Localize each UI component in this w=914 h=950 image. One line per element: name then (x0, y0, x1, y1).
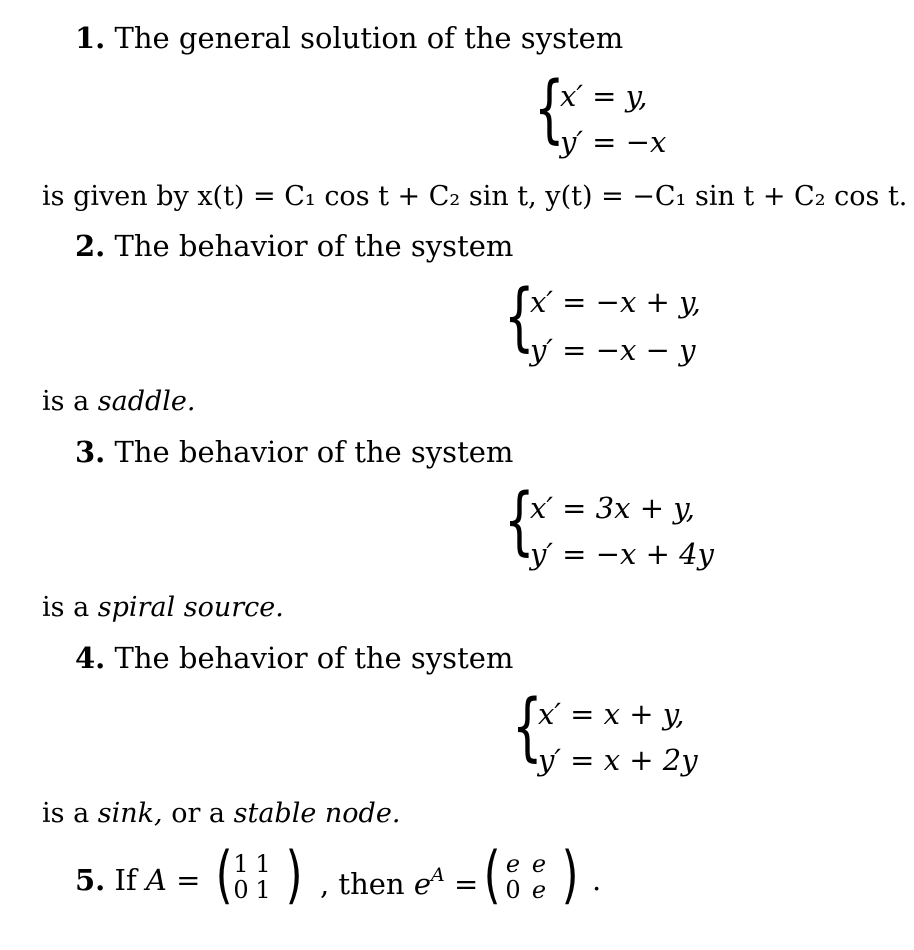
problem-3-conclusion-term: spiral source. (97, 592, 284, 623)
problem-1-conclusion: is given by x(t) = C₁ cos t + C₂ sin t, y(t) = −C₁ sin t + C₂ cos t. (42, 181, 908, 212)
problem-2-conclusion-term: saddle. (97, 386, 196, 417)
problem-3-conclusion (42, 594, 284, 621)
problem-3-eq1: x′ = 3x + y, (530, 491, 695, 525)
problem-5-then: , then (320, 867, 405, 901)
problem-4-conclusion-term2: stable node. (233, 798, 401, 829)
problem-3-brace: { (504, 478, 535, 564)
problem-2-brace: { (504, 274, 535, 360)
problem-3-eq2: y′ = −x + 4y (530, 537, 714, 571)
problem-3-intro: The behavior of the system (114, 435, 514, 469)
matrix-a-cell: 1 (233, 850, 249, 878)
problem-4-intro: The behavior of the system (114, 641, 514, 675)
problem-1-heading (75, 21, 624, 55)
problem-1-eq2: y′ = −x (560, 125, 667, 159)
problem-2-eq2: y′ = −x − y (530, 333, 696, 367)
matrix-a-cell: 1 (255, 850, 271, 878)
matrix-ea (500, 852, 552, 902)
problem-1-eq1: x′ = y, (560, 79, 648, 113)
problem-5-end: . (592, 863, 602, 897)
matrix-ea-left-paren: ( (483, 838, 501, 911)
problem-4-number: 4. (75, 641, 106, 675)
problem-4-brace: { (512, 684, 543, 770)
problem-1-intro: The general solution of the system (114, 21, 624, 55)
matrix-ea-right-paren: ) (561, 838, 579, 911)
problem-2-intro: The behavior of the system (114, 229, 514, 263)
matrix-a-right-paren: ) (285, 838, 303, 911)
problem-4-conclusion (42, 800, 400, 827)
problem-1-number: 1. (75, 21, 106, 55)
matrix-ea-cell: e (505, 850, 521, 878)
problem-4-eq2: y′ = x + 2y (538, 743, 698, 777)
problem-5-matrix-name: A = (145, 863, 201, 897)
problem-4-conclusion-term: sink, (97, 798, 163, 829)
problem-5-lead (75, 863, 201, 897)
problem-5-if: If (114, 863, 137, 897)
problem-2-number: 2. (75, 229, 106, 263)
matrix-a-left-paren: ( (215, 838, 233, 911)
problem-4-conclusion-prefix: is a (42, 798, 90, 829)
problem-3-conclusion-prefix: is a (42, 592, 90, 623)
problem-3-heading (75, 435, 514, 469)
problem-4-conclusion-mid: or a (171, 798, 226, 829)
matrix-a-cell: 0 (233, 876, 249, 904)
problem-5-equals: = (453, 867, 479, 901)
matrix-ea-cell: 0 (505, 876, 521, 904)
matrix-ea-cell: e (531, 850, 547, 878)
problem-3-number: 3. (75, 435, 106, 469)
problem-5-exp-power: A (431, 864, 445, 886)
problem-4-eq1: x′ = x + y, (538, 697, 685, 731)
problem-5-number: 5. (75, 863, 106, 897)
problem-1-brace: { (534, 66, 565, 152)
problem-2-conclusion (42, 388, 195, 415)
problem-5-middle (320, 866, 478, 899)
problem-5-exp-base: e (413, 867, 431, 901)
matrix-a-cell: 1 (255, 876, 271, 904)
matrix-a (230, 852, 274, 902)
matrix-ea-cell: e (531, 876, 547, 904)
problem-2-heading (75, 229, 514, 263)
problem-2-conclusion-prefix: is a (42, 386, 90, 417)
problem-4-heading (75, 641, 514, 675)
problem-2-eq1: x′ = −x + y, (530, 285, 701, 319)
